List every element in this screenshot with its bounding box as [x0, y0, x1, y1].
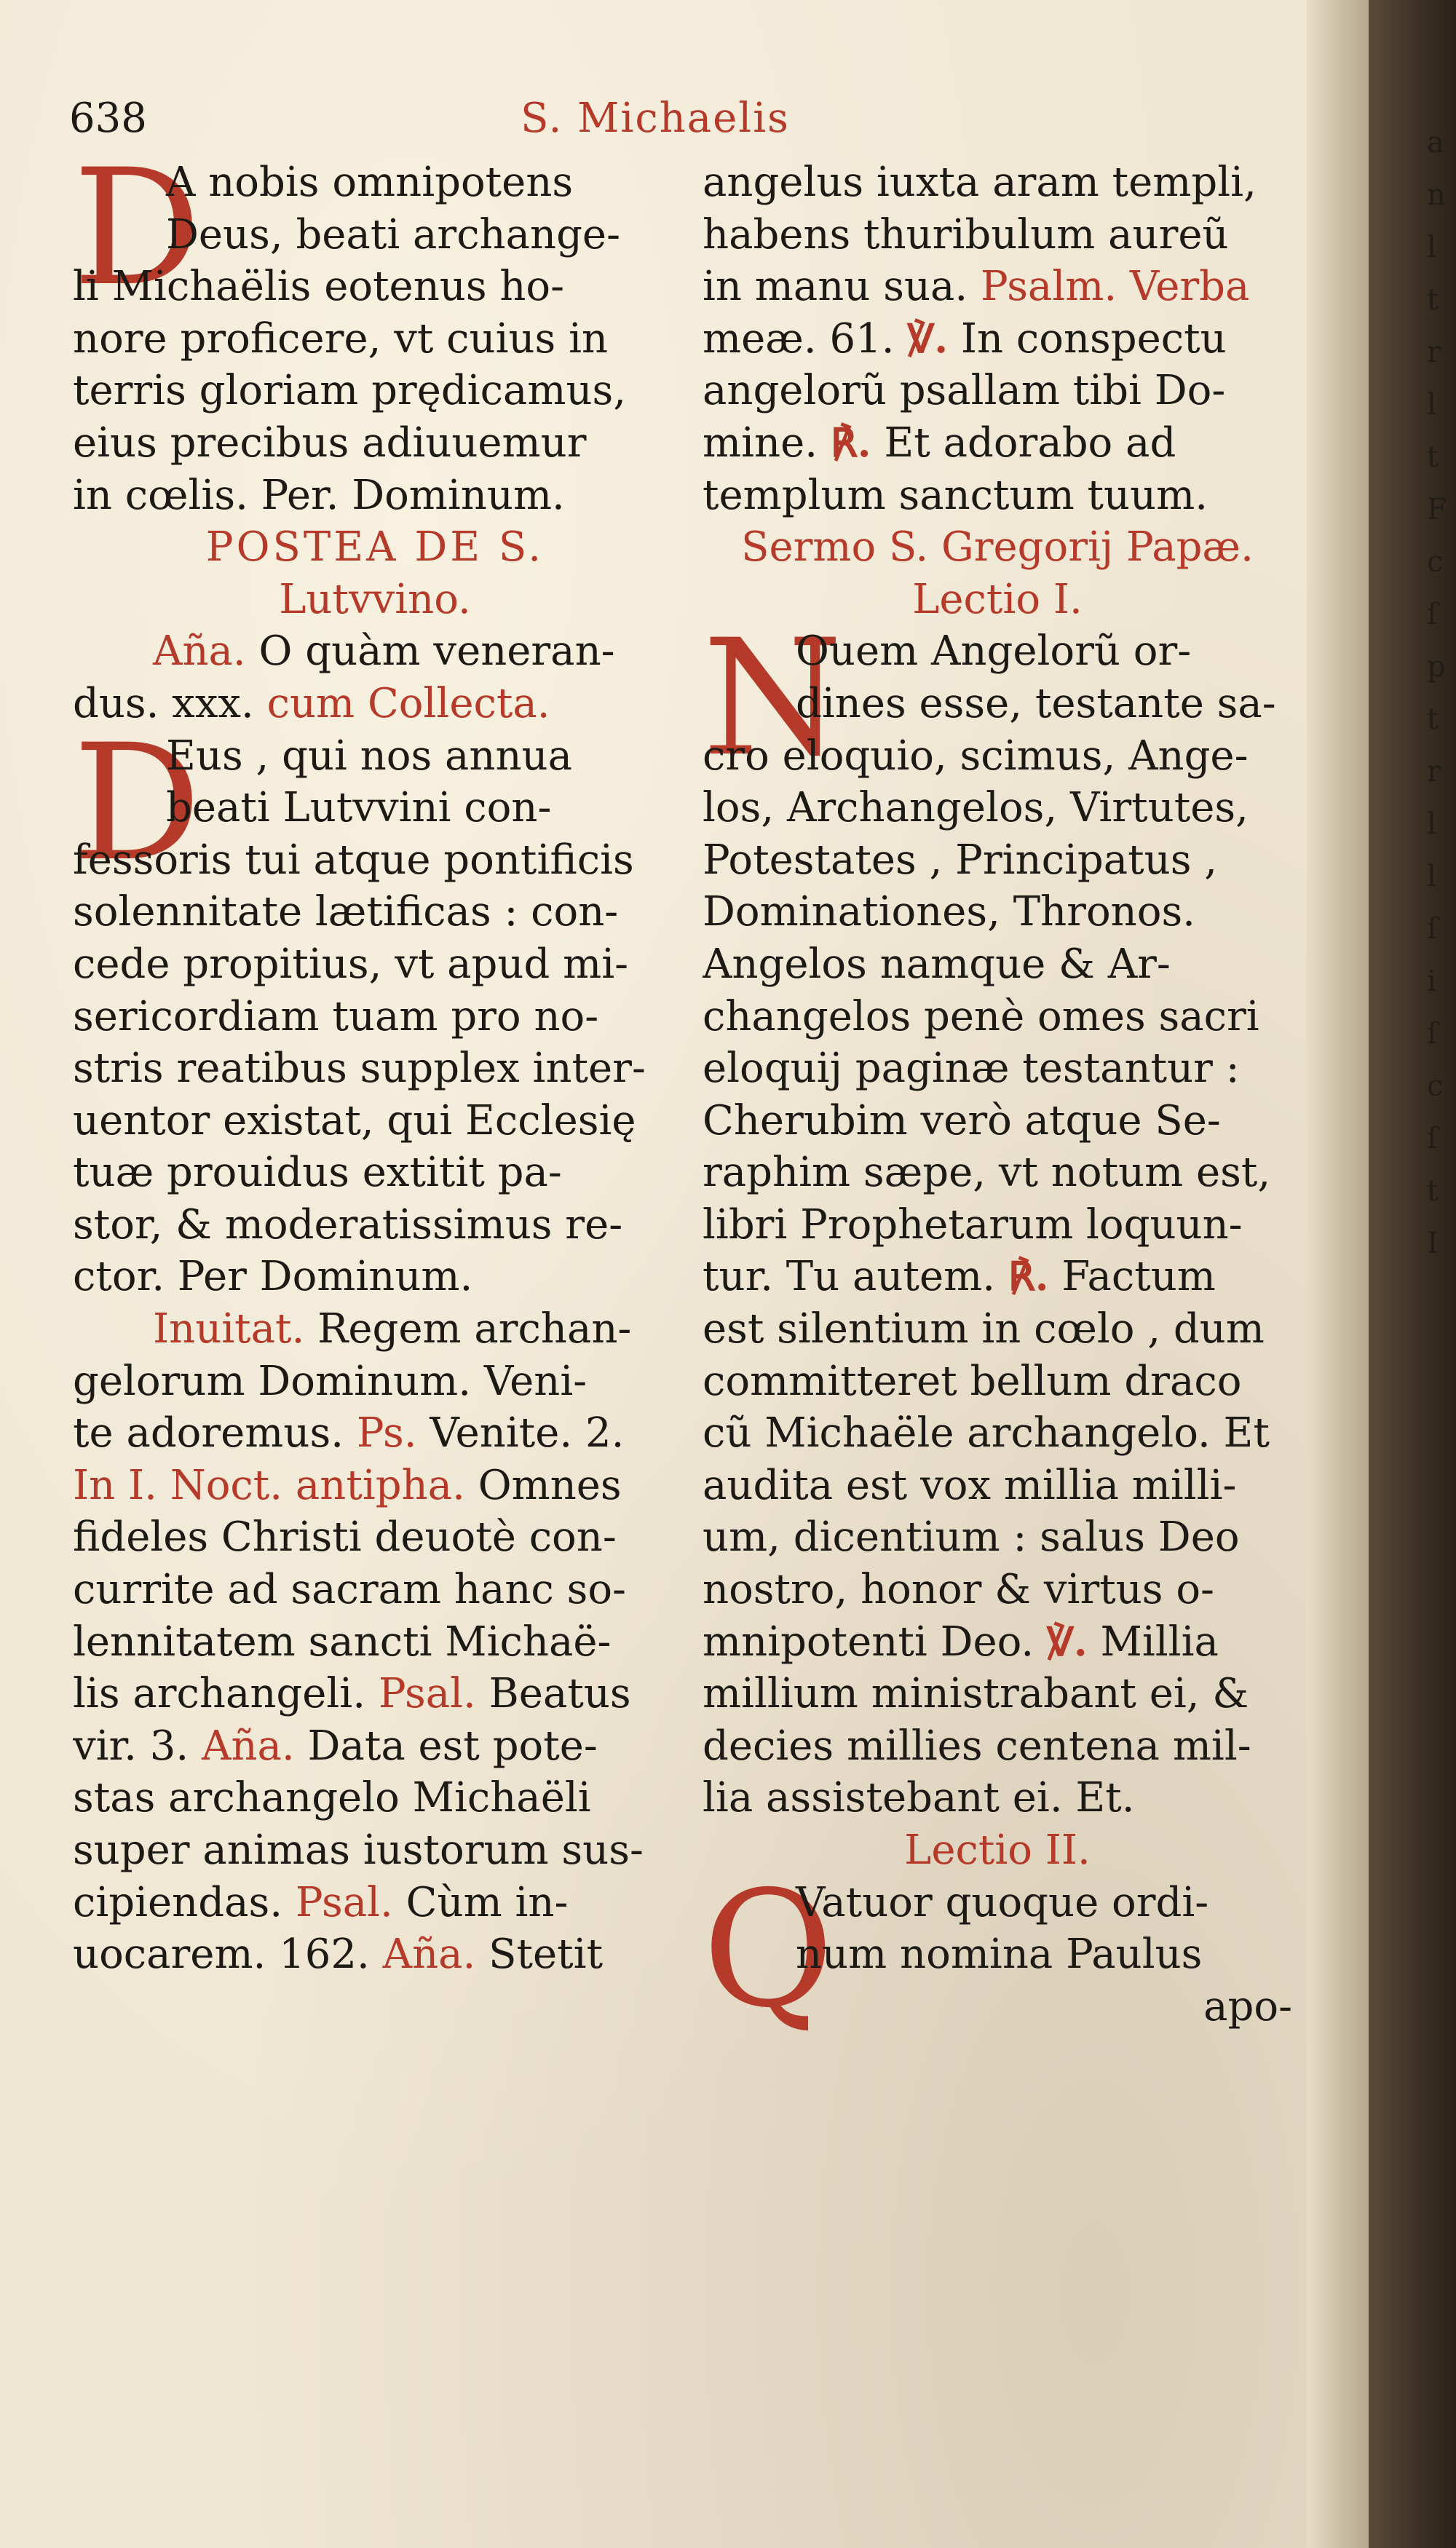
antiphon-label: Aña.	[202, 1722, 295, 1770]
text-line: nostro, honor & virtus o-	[703, 1566, 1214, 1614]
text-line: currite ad sacram hanc so-	[73, 1566, 626, 1614]
text-run: Et adorabo ad	[884, 419, 1176, 467]
text-line: cede propitius, vt apud mi-	[73, 940, 629, 988]
psalm-text: Venite. 2.	[430, 1409, 625, 1457]
collect-drop-initial: D	[73, 135, 202, 321]
text-line: habens thuribulum aureũ	[703, 210, 1229, 258]
invitatory-line	[73, 1303, 677, 1356]
facing-page-letter: r	[1427, 755, 1441, 788]
text-line	[703, 417, 1292, 470]
antiphon-text: dus. xxx.	[73, 679, 254, 727]
text-line: audita est vox millia milli-	[703, 1461, 1237, 1509]
text-run: cipiendas.	[73, 1878, 283, 1926]
antiphon-label: Aña.	[153, 628, 246, 676]
text-line	[703, 313, 1292, 365]
text-line: Cherubim verò atque Se-	[703, 1096, 1221, 1144]
text-run: meæ. 61.	[703, 314, 895, 363]
antiphon-line	[73, 625, 677, 678]
text-line: terris gloriam prędicamus,	[73, 367, 627, 415]
text-line: uentor existat, qui Ecclesię	[73, 1096, 636, 1144]
page-gutter	[1307, 0, 1369, 2548]
text-line: num nomina Paulus	[796, 1931, 1203, 1979]
text-run: uocarem. 162.	[73, 1931, 370, 1979]
psalm-label: Psal.	[295, 1878, 393, 1926]
prayer-drop-initial: D	[73, 709, 202, 896]
nocturn-line	[73, 1460, 677, 1512]
text-line: gelorum Dominum. Veni-	[73, 1357, 587, 1405]
text-line: eius precibus adiuuemur	[73, 419, 587, 467]
text-line: um, dicentium : salus Deo	[703, 1514, 1240, 1562]
text-run: Factum	[1061, 1253, 1216, 1301]
facing-page-letter: l	[1427, 388, 1436, 422]
text-line: libri Prophetarum loquun-	[703, 1200, 1243, 1249]
text-line: decies millies centena mil-	[703, 1722, 1251, 1770]
text-line	[73, 1720, 677, 1773]
facing-page-letter: t	[1427, 703, 1439, 736]
nocturn-rubric: In I. Noct. antipha.	[73, 1461, 465, 1509]
antiphon-label: Aña.	[382, 1931, 476, 1979]
facing-page-letter: t	[1427, 283, 1439, 317]
sermon-heading: Sermo S. Gregorij Papæ.	[741, 523, 1254, 571]
text-line: ctor. Per Dominum.	[73, 1253, 473, 1301]
facing-page-letter: ſ	[1427, 1017, 1438, 1051]
text-run: In conspectu	[960, 314, 1227, 363]
facing-page-letter: r	[1427, 336, 1441, 369]
text-line: fideles Christi deuotè con-	[73, 1514, 617, 1562]
rubric: cum Collecta.	[266, 679, 550, 727]
text-line	[703, 1616, 1292, 1669]
facing-page-letter: l	[1427, 231, 1436, 264]
text-run: tur. Tu autem.	[703, 1253, 996, 1301]
text-line: beati Lutvvini con-	[166, 784, 552, 832]
facing-page-letter: c	[1427, 1069, 1444, 1103]
facing-page-letter: t	[1427, 1174, 1439, 1208]
versicle-icon: ℣.	[1046, 1618, 1088, 1665]
text-line	[703, 1251, 1292, 1303]
versicle-icon: ℣.	[907, 314, 949, 362]
psalm-label: Psal.	[378, 1670, 476, 1718]
prayer-block	[73, 709, 677, 1304]
text-run: in manu sua.	[703, 263, 968, 311]
text-line: in cœlis. Per. Dominum.	[73, 471, 565, 519]
response-icon: ℟.	[1008, 1253, 1049, 1300]
facing-page-letter: ſ	[1427, 598, 1438, 631]
text-line: angelorũ psallam tibi Do-	[703, 367, 1226, 415]
text-line: li Michaëlis eotenus ho-	[73, 263, 565, 311]
text-line: Eus , qui nos annua	[166, 732, 573, 780]
lectio1-drop-initial: N	[703, 605, 843, 792]
antiphon-text: O quàm veneran-	[258, 628, 615, 676]
facing-page-letter: c	[1427, 545, 1444, 579]
section-heading-sub: Lutvvino.	[279, 575, 471, 623]
lectio2-drop-initial: Q	[703, 1856, 834, 2043]
text-run: Stetit	[488, 1931, 604, 1979]
text-run: Data est pote-	[307, 1722, 598, 1770]
text-line: tuæ prouidus extitit pa-	[73, 1149, 562, 1197]
catchword: apo-	[1203, 1982, 1292, 2030]
text-line: lennitatem sancti Michaë-	[73, 1618, 612, 1666]
text-line: A nobis omnipotens	[166, 159, 574, 206]
text-run: vir. 3.	[73, 1722, 189, 1770]
text-line: solennitate lætificas : con-	[73, 888, 619, 936]
lectio2-block	[703, 1856, 1292, 2043]
facing-page-letter: l	[1427, 860, 1436, 893]
running-title: S. Michaelis	[521, 95, 790, 142]
nocturn-text: Omnes	[478, 1461, 622, 1509]
text-line: los, Archangelos, Virtutes,	[703, 784, 1249, 832]
text-run: Cùm in-	[405, 1878, 569, 1926]
invitatory-label: Inuitat.	[153, 1305, 305, 1353]
left-column	[73, 135, 677, 1981]
facing-page-letter: n	[1427, 178, 1446, 212]
text-line: millium ministrabant ei, &	[703, 1670, 1249, 1718]
text-run: Beatus	[488, 1670, 631, 1718]
psalm-label: Psalm. Verba	[981, 263, 1250, 311]
text-line: committeret bellum draco	[703, 1357, 1242, 1405]
text-line: cro eloquio, scimus, Ange-	[703, 732, 1249, 780]
text-line: super animas iustorum sus-	[73, 1827, 644, 1874]
text-line	[73, 1877, 677, 1929]
text-line: raphim sæpe, vt notum est,	[703, 1149, 1271, 1197]
text-line	[703, 261, 1292, 313]
text-line: Vatuor quoque ordi-	[796, 1878, 1209, 1926]
text-line	[73, 1407, 677, 1460]
facing-page-letter: t	[1427, 440, 1439, 474]
facing-page-letter: a	[1427, 126, 1444, 159]
text-line: stris reatibus supplex inter-	[73, 1045, 646, 1093]
text-line: nore proficere, vt cuius in	[73, 314, 609, 363]
text-line: dines esse, testante sa-	[796, 679, 1276, 727]
page-number: 638	[69, 95, 147, 142]
text-line: stas archangelo Michaëli	[73, 1774, 591, 1822]
text-line: angelus iuxta aram templi,	[703, 159, 1257, 206]
facing-page-letter: p	[1427, 650, 1446, 684]
lectio-heading: Lectio I.	[912, 575, 1083, 623]
text-line	[73, 1928, 677, 1981]
text-line: Dominationes, Thronos.	[703, 888, 1195, 936]
facing-page-letter: i	[1427, 965, 1436, 998]
facing-page-letter: l	[1427, 807, 1436, 841]
invitatory-text: te adoremus.	[73, 1409, 344, 1457]
text-run: mnipotenti Deo.	[703, 1618, 1034, 1666]
section-heading: POSTEA DE S.	[205, 523, 545, 571]
text-line: eloquij paginæ testantur :	[703, 1045, 1240, 1093]
text-line: cũ Michaële archangelo. Et	[703, 1409, 1270, 1457]
facing-page-letter: F	[1427, 493, 1447, 526]
text-line: sericordiam tuam pro no-	[73, 992, 599, 1040]
text-run: mine.	[703, 419, 818, 467]
text-line: Potestates , Principatus ,	[703, 836, 1218, 884]
text-run: Millia	[1100, 1618, 1219, 1666]
facing-page-letter: ſ	[1427, 912, 1438, 946]
text-line: templum sanctum tuum.	[703, 471, 1208, 519]
response-icon: ℟.	[830, 419, 871, 466]
text-line: Ouem Angelorũ or-	[796, 628, 1192, 676]
text-line: Angelos namque & Ar-	[703, 940, 1171, 988]
right-column	[703, 157, 1292, 2043]
facing-page-letter: ſ	[1427, 1122, 1438, 1155]
text-line	[73, 1668, 677, 1720]
psalm-label: Ps.	[356, 1409, 417, 1457]
facing-page-letter: I	[1427, 1227, 1439, 1260]
lectio-heading: Lectio II.	[904, 1827, 1091, 1874]
invitatory-text: Regem archan-	[317, 1305, 632, 1353]
text-run: lis archangeli.	[73, 1670, 366, 1718]
text-line: est silentium in cœlo , dum	[703, 1305, 1265, 1353]
text-line: fessoris tui atque pontificis	[73, 836, 634, 884]
lectio1-block	[703, 605, 1292, 1251]
text-line: Deus, beati archange-	[166, 210, 620, 258]
text-line: changelos penè omes sacri	[703, 992, 1259, 1040]
text-line: stor, & moderatissimus re-	[73, 1200, 623, 1249]
text-line: lia assistebant ei. Et.	[703, 1774, 1135, 1822]
facing-page-margin	[1427, 116, 1456, 1572]
